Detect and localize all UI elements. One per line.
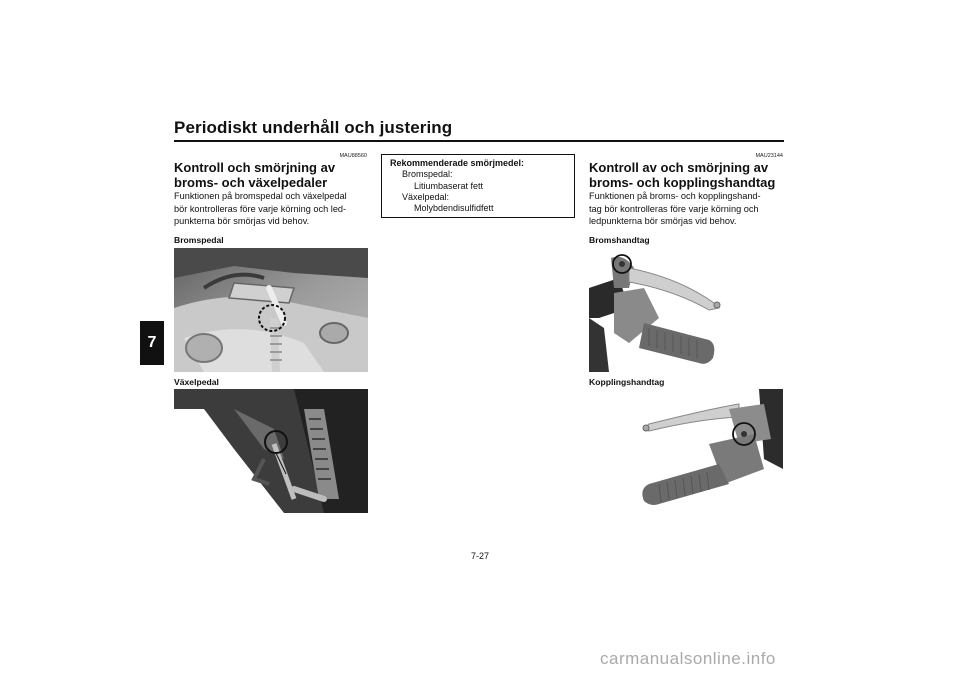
lubricant-item-value: Litiumbaserat fett [414,180,484,191]
section-title-line: Kontroll av och smörjning av [589,160,769,175]
section-title [589,160,789,190]
clutch-lever-photo [589,389,783,513]
body-line: punkterna bör smörjas vid behov. [174,216,310,227]
lubricant-box-title: Rekommenderade smörjmedel: [390,158,525,168]
clutch-lever-illustration [589,389,783,513]
lubricant-box [381,154,575,218]
section-code: MAU88560 [339,153,367,159]
body-line: tag bör kontrolleras före varje körning och [589,203,759,214]
page-header-title: Periodiskt underhåll och justering [174,118,453,137]
header-rule [174,140,784,142]
chapter-tab: 7 [140,321,164,365]
body-line: Funktionen på broms- och kopplingshand- [589,191,761,201]
section-title-line: broms- och kopplingshandtag [589,175,776,190]
watermark: carmanualsonline.info [600,649,776,668]
section-title-line: Kontroll och smörjning av [174,160,336,175]
section-title [174,160,374,190]
section-title-line: broms- och växelpedaler [174,175,328,190]
clutch-lever-label: Kopplingshandtag [589,377,665,387]
brake-lever-illustration [589,248,783,372]
lubricant-item-label: Bromspedal: [402,169,453,180]
shift-pedal-photo [174,389,368,513]
brake-pedal-label: Bromspedal [174,235,224,245]
brake-pedal-photo [174,248,368,372]
body-line: bör kontrolleras före varje körning och led- [174,203,347,214]
brake-lever-label: Bromshandtag [589,235,650,245]
brake-pedal-illustration [174,248,368,372]
shift-pedal-illustration [174,389,368,513]
section-code: MAU23144 [755,153,783,159]
lubricant-item-value: Molybdendisulfidfett [414,203,494,214]
brake-lever-photo [589,248,783,372]
lubricant-item-label: Växelpedal: [402,191,450,202]
body-line: Funktionen på bromspedal och växelpedal [174,191,347,201]
body-line: ledpunkterna bör smörjas vid behov. [589,216,737,227]
page-number: 7-27 [470,551,489,561]
section-body [589,190,783,228]
shift-pedal-label: Växelpedal [174,377,219,387]
section-body [174,190,368,228]
